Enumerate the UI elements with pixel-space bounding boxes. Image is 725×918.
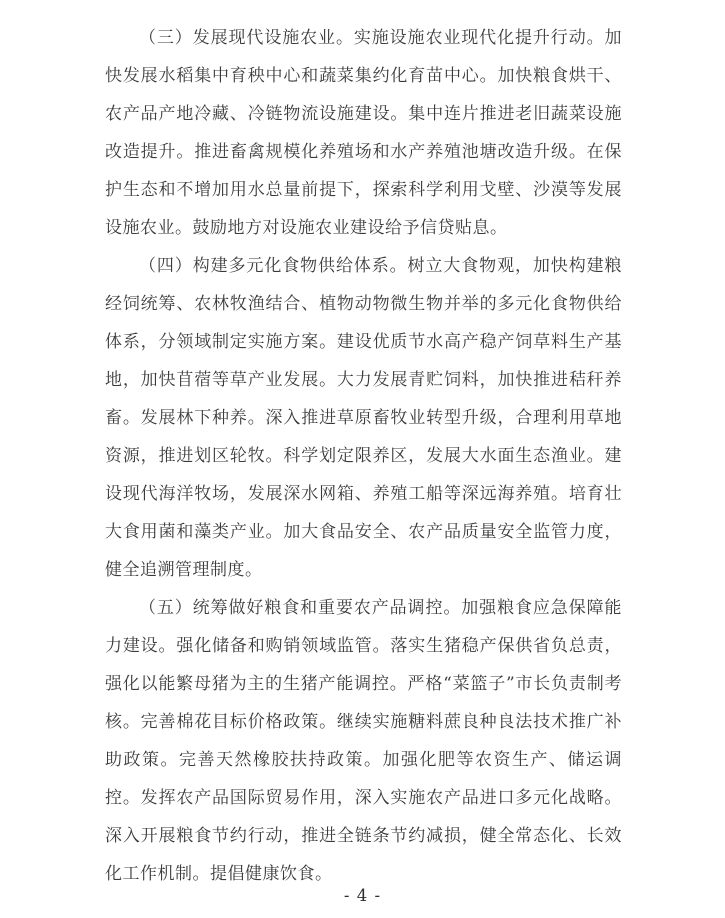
document-body [105,19,622,893]
page-number: - 4 - [343,886,382,905]
paragraph-section-5: （五）统筹做好粮食和重要农产品调控。加强粮食应急保障能力建设。强化储备和购销领域监管。落实生猪稳产保供省负总责，强化以能繁母猪为主的生猪产能调控。严格“菜篮子”市长负责制考核。完善棉花目标价格政策。继续实施糖料蔗良种良法技术推广补助政策。完善天然橡胶扶持政策。加强化肥等农资生产、储运调控。发挥农产品国际贸易作用，深入实施农产品进口多元化战略。深入开展粮食节约行动，推进全链条节约减损，健全常态化、长效化工作机制。提倡健康饮食。 [105,598,622,884]
paragraph-section-3: （三）发展现代设施农业。实施设施农业现代化提升行动。加快发展水稻集中育秧中心和蔬菜集约化育苗中心。加快粮食烘干、农产品产地冷藏、冷链物流设施建设。集中连片推进老旧蔬菜设施改造提升。推进畜禽规模化养殖场和水产养殖池塘改造升级。在保护生态和不增加用水总量前提下，探索科学利用戈壁、沙漠等发展设施农业。鼓励地方对设施农业建设给予信贷贴息。 [105,28,622,238]
paragraph-section-4: （四）构建多元化食物供给体系。树立大食物观，加快构建粮经饲统筹、农林牧渔结合、植物动物微生物并举的多元化食物供给体系，分领域制定实施方案。建设优质节水高产稳产饲草料生产基地，加快苜蓿等草产业发展。大力发展青贮饲料，加快推进秸秆养畜。发展林下种养。深入推进草原畜牧业转型升级，合理利用草地资源，推进划区轮牧。科学划定限养区，发展大水面生态渔业。建设现代海洋牧场，发展深水网箱、养殖工船等深远海养殖。培育壮大食用菌和藻类产业。加大食品安全、农产品质量安全监管力度，健全追溯管理制度。 [105,256,622,580]
